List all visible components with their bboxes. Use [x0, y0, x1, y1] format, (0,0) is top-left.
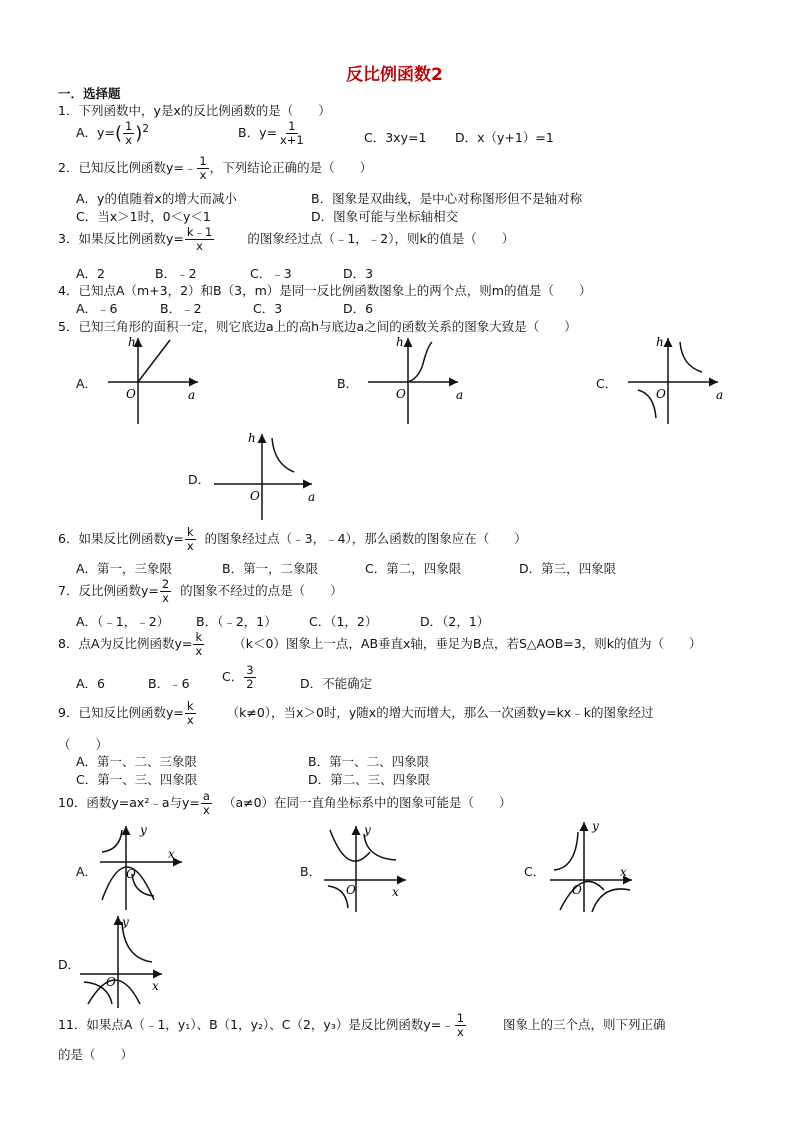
- q3-post: 的图象经过点（﹣1，﹣2），则k的值是（ ）: [247, 231, 515, 246]
- q9-post: （k≠0），当x＞0时，y随x的增大而增大，那么一次函数y=kx﹣k的图象经过: [226, 705, 654, 720]
- q11-post: 图象上的三个点，则下列正确: [503, 1017, 666, 1032]
- q1-a-label: A．y=: [76, 125, 115, 140]
- numerator: 1: [124, 119, 133, 133]
- q10-option-d-label[interactable]: D．: [58, 957, 81, 972]
- x-label: x: [392, 885, 399, 899]
- fraction: [160, 578, 171, 605]
- q9-option-c[interactable]: C．第一、三、四象限: [76, 772, 198, 787]
- hyperbola-branch: [272, 438, 294, 472]
- q6-option-b[interactable]: B．第一，二象限: [222, 561, 319, 576]
- q4-stem: 4．已知点A（m+3，2）和B（3，m）是同一反比例函数图象上的两个点，则m的值是（ ）: [58, 283, 592, 298]
- q6-option-a[interactable]: A．第一，三象限: [76, 561, 173, 576]
- origin-label: O: [346, 883, 356, 897]
- y-label: y: [364, 823, 371, 837]
- q10-post: （a≠0）在同一直角坐标系中的图象可能是（ ）: [222, 795, 512, 810]
- y-label: y: [140, 823, 147, 837]
- fraction: [455, 1012, 466, 1039]
- numerator: 2: [161, 577, 170, 591]
- q8-c-label: C．: [222, 669, 244, 684]
- hyperbola-branch-1: [364, 834, 396, 860]
- q10-option-b-label[interactable]: B．: [300, 864, 322, 879]
- q5-graph-a[interactable]: [98, 332, 208, 427]
- denominator: x: [195, 644, 203, 658]
- h-label: h: [656, 335, 664, 349]
- denominator: x: [162, 591, 169, 605]
- q10-graph-a[interactable]: [96, 822, 188, 914]
- q8-option-a[interactable]: A．6: [76, 676, 106, 691]
- q5-option-b-label[interactable]: B．: [337, 376, 359, 391]
- h-label: h: [248, 431, 256, 445]
- q10-option-c-label[interactable]: C．: [524, 864, 546, 879]
- q10-graph-b[interactable]: [320, 822, 412, 914]
- q3-pre: 3．如果反比例函数y=: [58, 231, 184, 246]
- numerator: k﹣1: [186, 225, 213, 239]
- q2-option-a[interactable]: A．y的值随着x的增大而减小: [76, 191, 237, 206]
- fraction: [123, 120, 134, 147]
- hyperbola-branch-3: [328, 886, 348, 908]
- q2-post: ，下列结论正确的是（ ）: [209, 160, 373, 175]
- q2-option-d[interactable]: D．图象可能与坐标轴相交: [311, 209, 459, 224]
- q2-stem: [58, 155, 372, 182]
- a-label: a: [456, 388, 464, 402]
- fraction: [185, 526, 196, 553]
- q1-option-c[interactable]: C．3xy=1: [364, 130, 427, 145]
- paren: (: [114, 123, 122, 144]
- q6-option-d[interactable]: D．第三，四象限: [519, 561, 617, 576]
- q4-option-d[interactable]: D．6: [343, 301, 374, 316]
- q8-option-b[interactable]: B．﹣6: [148, 676, 190, 691]
- denominator: x: [125, 133, 133, 147]
- q10-pre: 10．函数y=ax²﹣a与y=: [58, 795, 200, 810]
- q9-option-d[interactable]: D．第二、三、四象限: [308, 772, 431, 787]
- parabola: [560, 882, 604, 910]
- q4-option-c[interactable]: C．3: [253, 301, 283, 316]
- fraction: [244, 664, 255, 691]
- q6-stem: [58, 526, 527, 553]
- denominator: x: [186, 713, 194, 727]
- a-label: a: [716, 388, 724, 402]
- q7-option-c[interactable]: C．（1，2）: [309, 614, 378, 629]
- q7-option-b[interactable]: B．（﹣2，1）: [196, 614, 277, 629]
- origin-label: O: [656, 387, 666, 401]
- line-curve: [138, 340, 170, 382]
- y-label: y: [122, 915, 129, 929]
- x-label: x: [168, 847, 175, 861]
- q10-graph-c[interactable]: [546, 818, 638, 914]
- y-label: y: [592, 819, 599, 833]
- q7-option-a[interactable]: A．（﹣1，﹣2）: [76, 614, 170, 629]
- q5-option-d-label[interactable]: D．: [188, 472, 211, 487]
- origin-label: O: [106, 975, 116, 989]
- a-label: a: [188, 388, 196, 402]
- denominator: x: [186, 539, 194, 553]
- fraction: [185, 700, 196, 727]
- q8-post: （k＜0）图象上一点，AB垂直x轴，垂足为B点，若S△AOB=3，则k的值为（ ）: [233, 636, 702, 651]
- q9-option-a[interactable]: A．第一、二、三象限: [76, 754, 198, 769]
- q7-pre: 7．反比例函数y=: [58, 583, 159, 598]
- q4-option-a[interactable]: A．﹣6: [76, 301, 118, 316]
- q4-option-b[interactable]: B．﹣2: [160, 301, 202, 316]
- q8-option-c[interactable]: [222, 664, 257, 691]
- fraction: [193, 631, 204, 658]
- numerator: 1: [288, 119, 296, 133]
- q11-stem: [58, 1012, 666, 1039]
- origin-label: O: [126, 387, 136, 401]
- section-heading: 一．选择题: [58, 86, 121, 101]
- q10-stem: [58, 790, 512, 817]
- numerator: k: [186, 699, 194, 713]
- q7-stem: [58, 578, 343, 605]
- fraction: [278, 120, 306, 147]
- q5-graph-d[interactable]: [208, 428, 320, 523]
- q5-option-c-label[interactable]: C．: [596, 376, 618, 391]
- q3-option-a[interactable]: A．2: [76, 266, 106, 281]
- hyperbola-branch-1: [680, 342, 702, 372]
- q5-graph-b[interactable]: [358, 332, 468, 427]
- q2-option-c[interactable]: C．当x＞1时，0＜y＜1: [76, 209, 211, 224]
- exponent: 2: [142, 122, 149, 135]
- hyperbola-branch-3: [638, 390, 656, 418]
- h-label: h: [396, 335, 404, 349]
- origin-label: O: [126, 867, 136, 881]
- parabola-curve: [408, 342, 432, 382]
- numerator: 1: [199, 154, 207, 168]
- q2-option-b[interactable]: B．图象是双曲线，是中心对称图形但不是轴对称: [311, 191, 583, 206]
- numerator: 3: [246, 663, 254, 677]
- q1-option-a[interactable]: [76, 120, 149, 147]
- numerator: a: [202, 789, 210, 803]
- origin-label: O: [396, 387, 406, 401]
- q6-post: 的图象经过点（﹣3，﹣4），那么函数的图象应在（ ）: [204, 531, 527, 546]
- hyperbola-branch-2: [102, 830, 122, 852]
- fraction: [197, 155, 208, 182]
- q6-pre: 6．如果反比例函数y=: [58, 531, 184, 546]
- q3-option-c[interactable]: C．﹣3: [250, 266, 292, 281]
- q8-stem: [58, 631, 701, 658]
- q1-option-b[interactable]: [238, 120, 307, 147]
- numerator: k: [195, 630, 203, 644]
- q8-pre: 8．点A为反比例函数y=: [58, 636, 193, 651]
- q3-stem: [58, 226, 514, 253]
- a-label: a: [308, 490, 316, 504]
- denominator: x: [196, 239, 203, 253]
- q11-stem-cont: 的是（ ）: [58, 1047, 134, 1062]
- hyperbola-branch-4: [592, 889, 630, 912]
- x-label: x: [620, 865, 627, 879]
- denominator: x: [199, 168, 207, 182]
- x-label: x: [152, 979, 159, 993]
- q3-option-d[interactable]: D．3: [343, 266, 374, 281]
- q1-option-d[interactable]: D．x（y+1）=1: [455, 130, 554, 145]
- q1-b-label: B．y=: [238, 125, 277, 140]
- q1-stem: 1．下列函数中，y是x的反比例函数的是（ ）: [58, 103, 331, 118]
- denominator: x: [456, 1025, 464, 1039]
- paren: ): [135, 123, 143, 144]
- q9-stem-cont: （ ）: [58, 737, 109, 752]
- numerator: 1: [456, 1011, 465, 1025]
- q3-option-b[interactable]: B．﹣2: [155, 266, 197, 281]
- q10-graph-d[interactable]: [78, 912, 168, 1010]
- page-title: 反比例函数2: [346, 65, 443, 85]
- q11-pre: 11．如果点A（﹣1，y₁）、B（1，y₂）、C（2，y₃）是反比例函数y=﹣: [58, 1017, 454, 1032]
- numerator: k: [186, 525, 194, 539]
- q7-post: 的图象不经过的点是（ ）: [180, 583, 343, 598]
- q7-option-d[interactable]: D．（2，1）: [420, 614, 490, 629]
- origin-label: O: [250, 489, 260, 503]
- denominator: 2: [246, 677, 254, 691]
- q5-option-a-label[interactable]: A．: [76, 376, 98, 391]
- q9-pre: 9．已知反比例函数y=: [58, 705, 184, 720]
- q8-option-d[interactable]: D．不能确定: [300, 676, 373, 691]
- q10-option-a-label[interactable]: A．: [76, 864, 98, 879]
- fraction: [201, 790, 212, 817]
- q5-stem: 5．已知三角形的面积一定，则它底边a上的高h与底边a之间的函数关系的图象大致是（ ）: [58, 319, 577, 334]
- q9-stem: [58, 700, 653, 727]
- q5-graph-c[interactable]: [618, 332, 728, 427]
- h-label: h: [128, 335, 136, 349]
- denominator: x+1: [279, 133, 304, 147]
- q9-option-b[interactable]: B．第一、二、四象限: [308, 754, 430, 769]
- denominator: x: [203, 803, 210, 817]
- origin-label: O: [572, 883, 582, 897]
- q2-pre: 2．已知反比例函数y=﹣: [58, 160, 197, 175]
- fraction: [185, 226, 214, 253]
- hyperbola-branch-2: [554, 832, 578, 870]
- q6-option-c[interactable]: C．第二，四象限: [365, 561, 462, 576]
